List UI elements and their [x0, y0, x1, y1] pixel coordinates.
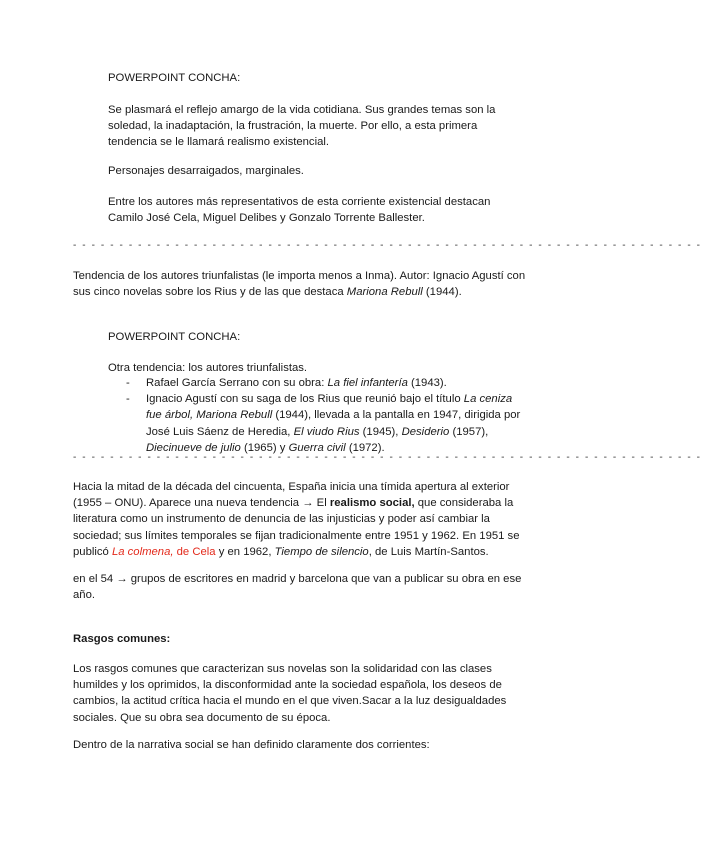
section1-heading: POWERPOINT CONCHA: — [108, 72, 241, 84]
triunfalistas-text: Tendencia de los autores triunfalistas (le importa menos a Inma). Autor: Ignacio Agustí con sus cinco novelas sobre los Rius y de las que destaca — [73, 270, 526, 299]
triunfalistas-list — [108, 375, 528, 456]
cela-author: de Cela — [173, 545, 216, 558]
section2-heading: POWERPOINT CONCHA: — [108, 331, 241, 343]
la-colmena-title: La colmena, — [111, 545, 174, 558]
dashed-separator: - - - - - - - - - - - - - - - - - - - - - - - - - - - - - - - - - - - - - - - - - - - - - - - - - - - - - - - - - - - - - - - - - - - - — [73, 240, 702, 251]
triunfalistas-paragraph — [73, 268, 528, 300]
rasgos-paragraph-2: Dentro de la narrativa social se han definido claramente dos corrientes: — [73, 739, 430, 751]
list-item: - Rafael García Serrano con su obra: La fiel infantería (1943). — [108, 375, 528, 391]
list-item: - Ignacio Agustí con su saga de los Rius que reunió bajo el título La ceniza fue árbol, Mariona Rebull (1944), llevada a la pantalla en 1947, dirigida por José Luis Sáenz de Heredia, El viudo Rius (1945), Desiderio (1957), Diecinueve de julio (1965) y Guerra civil (1972). — [108, 391, 528, 456]
dashed-separator: - - - - - - - - - - - - - - - - - - - - - - - - - - - - - - - - - - - - - - - - - - - - - - - - - - - - - - - - - - - - - - - - - - - - — [73, 452, 702, 463]
realismo-social-term: realismo social, — [329, 497, 415, 510]
section2-intro: Otra tendencia: los autores triunfalistas. — [108, 362, 308, 374]
section1-paragraph-2: Personajes desarraigados, marginales. — [108, 165, 304, 177]
section1-paragraph-1: Se plasmará el reflejo amargo de la vida cotidiana. Sus grandes temas son la soledad, la inadaptación, la frustración, la muerte. Por ello, a esta primera tendencia se le llamará realismo existencial. — [108, 104, 496, 149]
realismo-social-paragraph: Hacia la mitad de la década del cincuenta, España inicia una tímida apertura al exterior (1955 – ONU). Aparece una nueva tendencia → El realismo social, que consideraba la literatura como un instrumento de denuncia de las injusticias y poder así cambiar la sociedad; sus límites temporales se fijan tradicionalmente entre 1951 y 1962. En 1951 se publicó La colmena, de Cela y en 1962, Tiempo de silencio, de Luis Martín-Santos. — [73, 481, 520, 558]
triunfalistas-title: Mariona Rebull — [346, 286, 423, 299]
en-el-54-paragraph: en el 54 → grupos de escritores en madrid y barcelona que van a publicar su obra en ese año. — [73, 573, 522, 602]
rasgos-heading: Rasgos comunes: — [73, 633, 171, 645]
tiempo-de-silencio-title: Tiempo de silencio — [274, 545, 369, 558]
rasgos-paragraph-1: Los rasgos comunes que caracterizan sus novelas son la solidaridad con las clases humildes y los oprimidos, la disconformidad ante la sociedad española, los deseos de cambios, la actitud crítica hacia el mundo en el que viven.Sacar a la luz desigualdades sociales. Que su obra sea documento de su época. — [73, 663, 507, 724]
section1-paragraph-3: Entre los autores más representativos de esta corriente existencial destacan Camilo José Cela, Miguel Delibes y Gonzalo Torrente Ballester. — [108, 196, 491, 225]
triunfalistas-tail: (1944). — [422, 286, 462, 299]
